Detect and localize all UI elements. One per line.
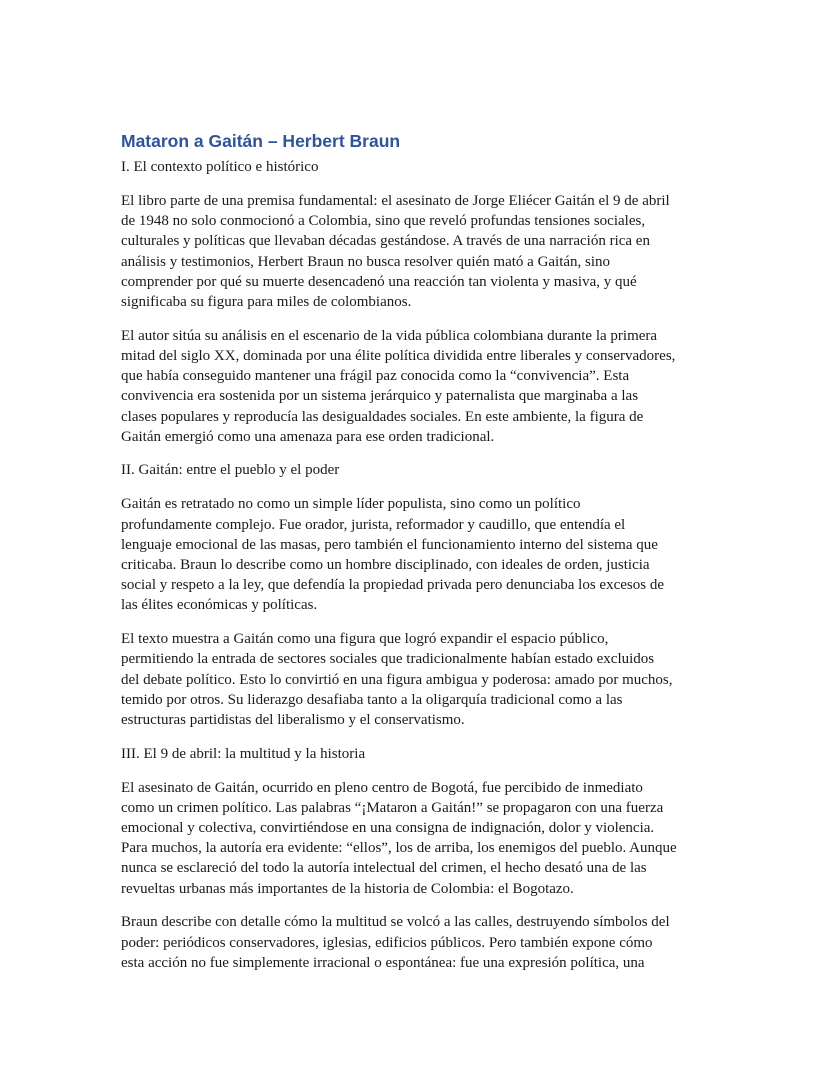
paragraph-line: análisis y testimonios, Herbert Braun no busca resolver quién mató a Gaitán, sino bbox=[121, 253, 611, 270]
paragraph-line: clases populares y reproducía las desigualdades sociales. En este ambiente, la figura de bbox=[121, 408, 644, 425]
document-title: Mataron a Gaitán – Herbert Braun bbox=[121, 131, 401, 151]
paragraph bbox=[121, 778, 711, 899]
paragraph-line: estructuras partidistas del liberalismo y el conservatismo. bbox=[121, 711, 465, 728]
paragraph-line: El libro parte de una premisa fundamental: el asesinato de Jorge Eliécer Gaitán el 9 de abril bbox=[121, 193, 670, 209]
paragraph-line: nunca se esclareció del todo la autoría intelectual del crimen, el hecho desató una de las bbox=[121, 860, 647, 877]
paragraph-line: Braun describe con detalle cómo la multitud se volcó a las calles, destruyendo símbolos del bbox=[121, 914, 670, 931]
section-heading: III. El 9 de abril: la multitud y la historia bbox=[121, 745, 366, 762]
paragraph-line: criticaba. Braun lo describe como un hombre disciplinado, con ideales de orden, justicia bbox=[121, 557, 650, 574]
paragraph-line: emocional y colectiva, convirtiéndose en una consigna de indignación, dolor y violencia. bbox=[121, 820, 655, 837]
paragraph-line: lenguaje emocional de las masas, pero también el funcionamiento interno del sistema que bbox=[121, 536, 658, 553]
paragraph-line: El autor sitúa su análisis en el escenario de la vida pública colombiana durante la primera bbox=[121, 327, 658, 344]
document-body bbox=[121, 157, 711, 973]
paragraph-line: El texto muestra a Gaitán como una figura que logró expandir el espacio público, bbox=[121, 631, 609, 648]
paragraph bbox=[121, 326, 711, 447]
paragraph-line: comprender por qué su muerte desencadenó una reacción tan violenta y masiva, y qué bbox=[121, 273, 637, 290]
paragraph-line: mitad del siglo XX, dominada por una élite política dividida entre liberales y conservadores, bbox=[121, 347, 676, 364]
paragraph-line: Gaitán es retratado no como un simple líder populista, sino como un político bbox=[121, 496, 581, 513]
document-page bbox=[121, 128, 711, 987]
paragraph-line: convivencia era sostenida por un sistema jerárquico y paternalista que marginaba a las bbox=[121, 388, 639, 405]
paragraph-line: culturales y políticas que llevaban décadas gestándose. A través de una narración rica en bbox=[121, 233, 650, 250]
paragraph bbox=[121, 629, 711, 730]
paragraph-line: temido por otros. Su liderazgo desafiaba tanto a la oligarquía tradicional como a las bbox=[121, 691, 623, 708]
section-heading: I. El contexto político e histórico bbox=[121, 159, 319, 175]
paragraph-line: esta acción no fue simplemente irracional o espontánea: fue una expresión política, una bbox=[121, 954, 645, 971]
paragraph-line: que había conseguido mantener una frágil paz conocida como la “convivencia”. Esta bbox=[121, 368, 630, 385]
paragraph-line: Para muchos, la autoría era evidente: “ellos”, los de arriba, los enemigos del pueblo. Aunque bbox=[121, 840, 677, 857]
paragraph bbox=[121, 494, 711, 615]
section-heading: II. Gaitán: entre el pueblo y el poder bbox=[121, 462, 340, 479]
paragraph-line: permitiendo la entrada de sectores sociales que tradicionalmente habían estado excluidos bbox=[121, 651, 655, 668]
paragraph-line: El asesinato de Gaitán, ocurrido en pleno centro de Bogotá, fue percibido de inmediato bbox=[121, 779, 643, 796]
paragraph bbox=[121, 912, 711, 973]
paragraph-line: como un crimen político. Las palabras “¡Mataron a Gaitán!” se propagaron con una fuerza bbox=[121, 799, 664, 816]
paragraph-line: profundamente complejo. Fue orador, jurista, reformador y caudillo, que entendía el bbox=[121, 516, 626, 533]
paragraph-line: de 1948 no solo conmocionó a Colombia, sino que reveló profundas tensiones sociales, bbox=[121, 213, 646, 230]
paragraph-line: del debate político. Esto lo convirtió en una figura ambigua y poderosa: amado por muchos, bbox=[121, 671, 673, 688]
paragraph-line: Gaitán emergió como una amenaza para ese orden tradicional. bbox=[121, 428, 495, 445]
paragraph-line: las élites económicas y políticas. bbox=[121, 597, 318, 614]
paragraph-line: revueltas urbanas más importantes de la historia de Colombia: el Bogotazo. bbox=[121, 880, 574, 897]
paragraph bbox=[121, 191, 711, 312]
paragraph-line: social y respeto a la ley, que defendía la propiedad privada pero denunciaba los excesos de bbox=[121, 577, 664, 594]
paragraph-line: significaba su figura para miles de colombianos. bbox=[121, 294, 412, 311]
paragraph-line: poder: periódicos conservadores, iglesias, edificios públicos. Pero también expone cómo bbox=[121, 934, 653, 951]
